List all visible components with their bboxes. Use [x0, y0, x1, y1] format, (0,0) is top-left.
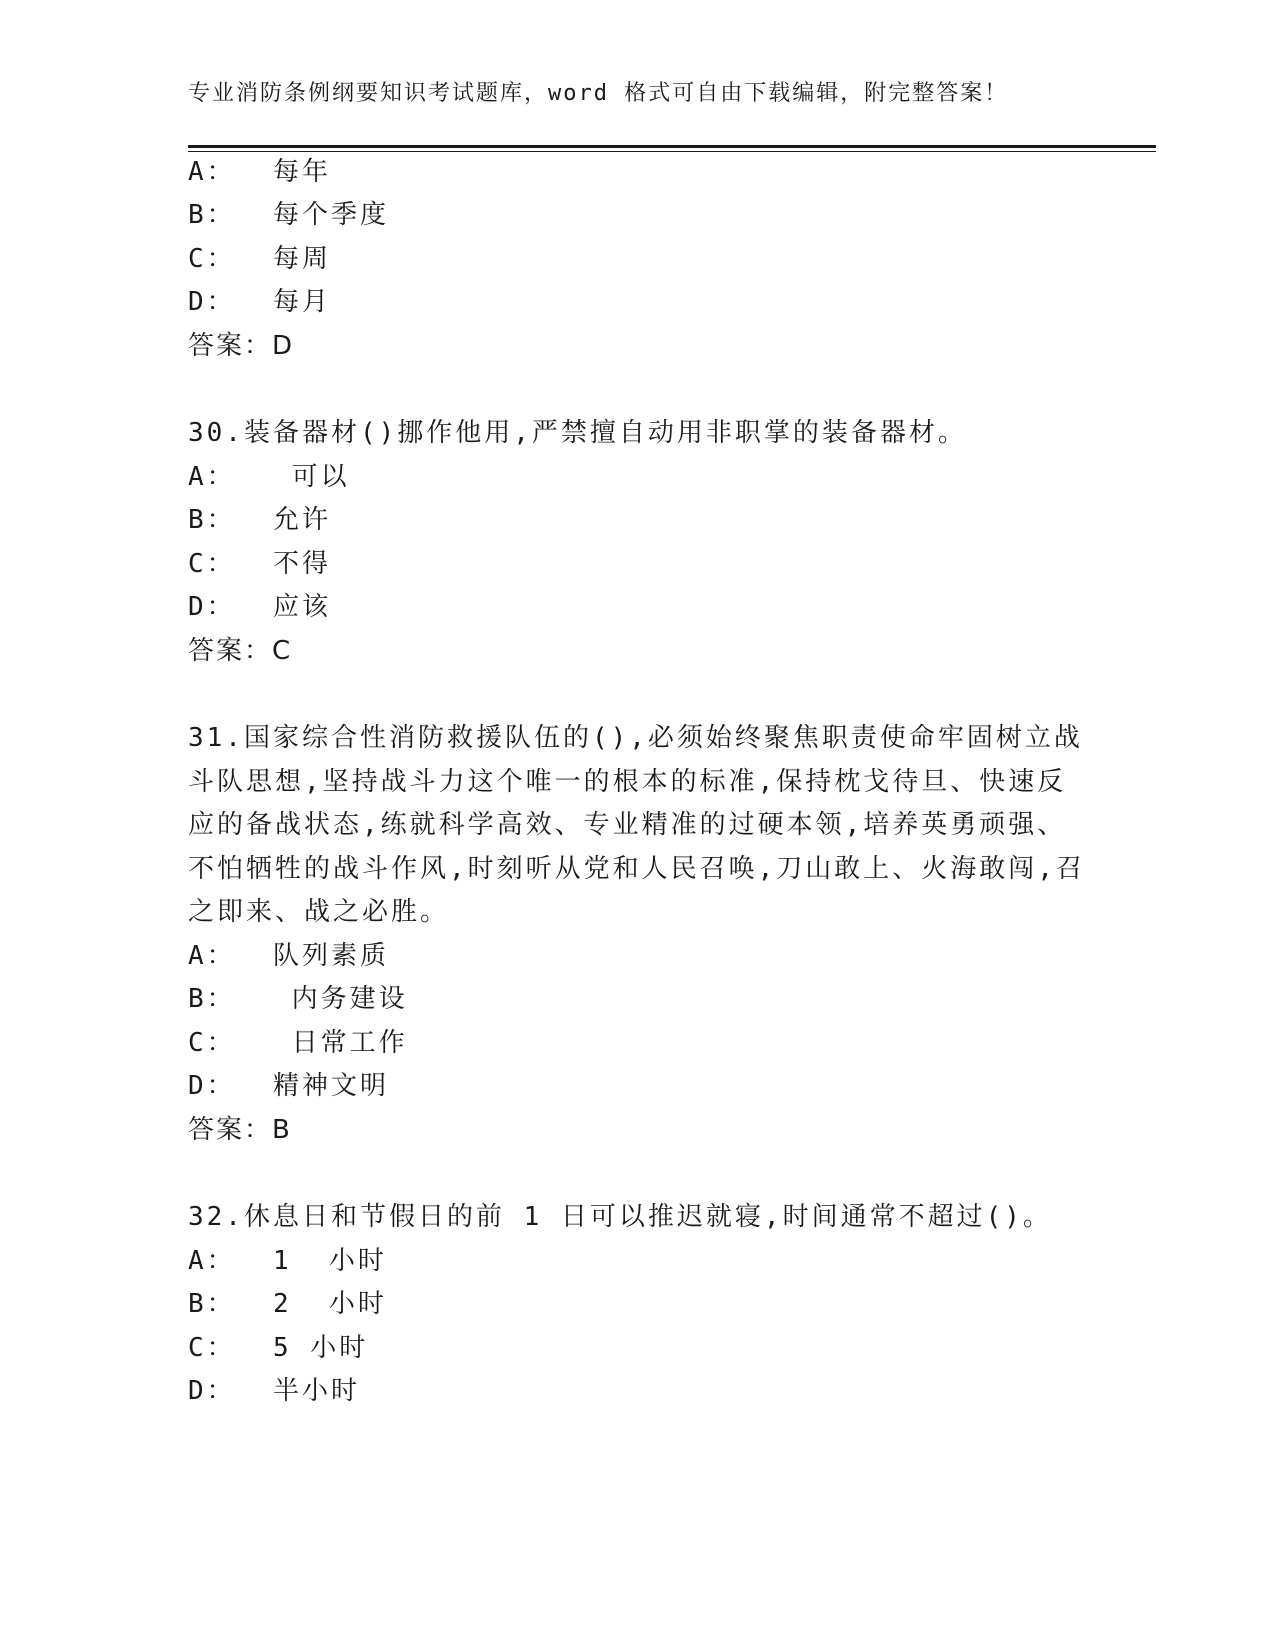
q30-option-b: B： 允许	[188, 505, 331, 535]
q31-stem-line-1: 31.国家综合性消防救援队伍的(),必须始终聚焦职责使命牢固树立战	[188, 723, 1083, 753]
q31-option-a: A： 队列素质	[188, 941, 389, 971]
q30-option-c: C： 不得	[188, 549, 331, 579]
q32-option-c: C： 5 小时	[188, 1333, 369, 1363]
q29-option-b: B： 每个季度	[188, 200, 389, 230]
q31-stem-line-4: 不怕牺牲的战斗作风,时刻听从党和人民召唤,刀山敢上、火海敢闯,召	[188, 854, 1085, 884]
q32-option-b: B： 2 小时	[188, 1289, 387, 1319]
page-header: 专业消防条例纲要知识考试题库，word 格式可自由下载编辑，附完整答案！	[188, 81, 1009, 106]
q31-stem-line-2: 斗队思想,坚持战斗力这个唯一的根本的标准,保持枕戈待旦、快速反	[188, 767, 1067, 797]
q31-answer: 答案：B	[188, 1115, 292, 1145]
q29-option-c: C： 每周	[188, 244, 331, 274]
q31-option-d: D： 精神文明	[188, 1071, 389, 1101]
q30-answer: 答案：C	[188, 636, 293, 666]
q30-option-a: A： 可以	[188, 462, 350, 492]
q32-option-d: D： 半小时	[188, 1376, 360, 1406]
q29-answer: 答案：D	[188, 331, 295, 361]
q32-option-a: A： 1 小时	[188, 1246, 387, 1276]
q31-stem-line-5: 之即来、战之必胜。	[188, 897, 450, 927]
header-divider-thick	[188, 145, 1156, 148]
q31-option-b: B： 内务建设	[188, 984, 408, 1014]
q31-stem-line-3: 应的备战状态,练就科学高效、专业精准的过硬本领,培养英勇顽强、	[188, 810, 1067, 840]
q29-option-a: A： 每年	[188, 157, 331, 187]
q32-stem-line-1: 32.休息日和节假日的前 1 日可以推迟就寝,时间通常不超过()。	[188, 1202, 1052, 1232]
q31-option-c: C： 日常工作	[188, 1028, 408, 1058]
header-divider-thin	[188, 151, 1156, 152]
q30-stem-line-1: 30.装备器材()挪作他用,严禁擅自动用非职掌的装备器材。	[188, 418, 967, 448]
q29-option-d: D： 每月	[188, 287, 331, 317]
q30-option-d: D： 应该	[188, 592, 331, 622]
